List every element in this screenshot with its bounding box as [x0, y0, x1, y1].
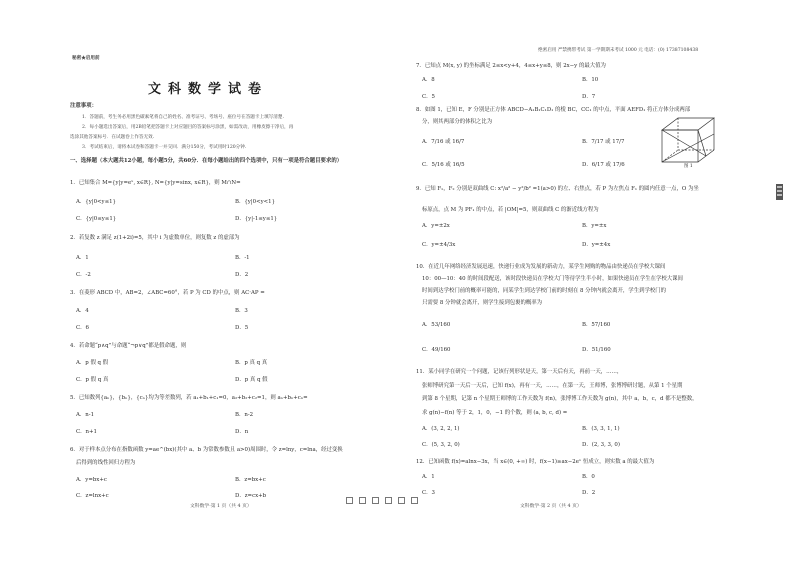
- option: B．10: [582, 77, 599, 83]
- question-stem: 3．在菱形 ABCD 中，AB=2，∠ABC=60°，若 P 为 CD 的中点，则 AC·AP =: [70, 290, 265, 296]
- page-footer: 文科数学·第 1 页（共 4 页）: [190, 504, 252, 509]
- plane-edge: [662, 134, 714, 162]
- notice-item: 选涂其他答案标号．在试题卷上作答无效.: [70, 135, 155, 140]
- cube-figure: [656, 112, 722, 168]
- option: A．4: [76, 308, 89, 314]
- option: C．z=lnx+c: [76, 493, 109, 499]
- option: B．(3, 3, 1, 1): [582, 426, 620, 432]
- secret-tag: 秘密★启用前: [72, 56, 100, 61]
- figure-caption: 图 1: [684, 164, 693, 168]
- option: A．p 假 q 假: [76, 360, 109, 366]
- question-stem-cont: 分，则其两部分的体积之比为: [422, 119, 493, 125]
- option: D．n: [235, 429, 249, 435]
- option: B．z=bx+c: [235, 477, 266, 483]
- option: A．y=bx+c: [76, 477, 107, 483]
- question-stem-cont: 求 g(n)−f(n) 等于 2，1，0，−1 的个数，则 (a, b, c, d) =: [422, 410, 568, 416]
- option: C．-2: [76, 272, 91, 278]
- option: B．n-2: [235, 412, 254, 418]
- option: B．7/17 或 17/7: [582, 139, 625, 145]
- option: D．y=±4x: [582, 242, 611, 248]
- notice-heading: 注意事项：: [70, 103, 97, 109]
- question-stem-cont: 只需要 8 分钟就会离开，则学生接到包裹的概率为: [422, 300, 543, 306]
- cube-hidden-edge: [662, 150, 678, 162]
- option: D．5: [235, 325, 249, 331]
- question-stem: 8．如图 1，已知 E，F 分别是正方体 ABCD−A₁B₁C₁D₁ 的棱 BC，CC₁ 的中点，平面 AEFD₁ 将正方体分成两部: [416, 107, 691, 113]
- option: C．3: [422, 490, 435, 496]
- question-stem: 7．已知点 M(x, y) 的坐标满足 2≤x<y+4，4≤x+y≤8，则 2x−y 的最大值为: [416, 63, 606, 69]
- option: C．49/160: [422, 347, 451, 353]
- question-stem: 11．某小同学在研究一个问题，记该行列形状是天，第一天后有天，再前一天，……，: [416, 369, 623, 375]
- question-stem: 2．若复数 z 满足 z(1+2i)=5，其中 i 为虚数单位，则复数 z 的虚部为: [70, 235, 240, 241]
- question-stem: 1．已知集合 M={y|y=eˣ, x∈R}, N={y|y=sinx, x∈R}，则 M∩N=: [70, 180, 241, 186]
- question-stem: 4．若命题“p∧q”与命题“¬p∨q”都是假命题，则: [70, 343, 187, 349]
- option: C．6: [76, 325, 89, 331]
- option: C．n+1: [76, 429, 97, 435]
- page-footer: 文科数学·第 2 页（共 4 页）: [520, 504, 582, 509]
- question-stem: 5．已知数列{aₙ}，{bₙ}，{cₙ}均为等差数列，若 a₁+b₁+c₁=0，a₂+b₂+c₂=1，则 aₙ+bₙ+cₙ=: [70, 395, 308, 401]
- question-stem-cont: 10：00—10：40 的时间段配送，该时段快递员在学校大门等待学生半小时，如果快递员在学生在学校大课间: [422, 276, 683, 282]
- option: C．y=±4/3x: [422, 242, 456, 248]
- question-stem: 6．对于样本点分布在指数函数 y=ae^(bx)(其中 a、b 为常数参数且 a>0)周围时，令 z=lny，c=lna，经过变换: [70, 447, 343, 453]
- option: A．n-1: [76, 412, 95, 418]
- question-stem: 10．在近几年网络经济发展迅速，快递行业成为发展的新动力，某学生网购的物品由快递员在学校大课间: [416, 264, 666, 270]
- exam-title: 文科数学试卷: [148, 82, 269, 97]
- question-stem-cont: 时间到达学校门前的概率可能的，同某学生到达学校门前的时刻在 8 分钟内就会离开，学生到学校门的: [422, 288, 667, 294]
- option: D．51/160: [582, 347, 611, 353]
- cube-front-face: [662, 130, 698, 162]
- option: C．5/16 或 16/5: [422, 162, 465, 168]
- question-stem-cont: 标原点，点 M 为 PF₁ 的中点，若 |OM|=5，则双曲线 C 的渐近线方程为: [422, 207, 599, 213]
- option: D．2: [582, 490, 596, 496]
- right-page: [402, 0, 772, 562]
- section-heading: 一、选择题（本大题共12小题，每小题5分，共60分．在每小题给出的四个选项中，只有一项是符合题目要求的）: [70, 158, 343, 164]
- option: C．p 假 q 真: [76, 377, 109, 383]
- option: A．1: [422, 474, 435, 480]
- option: B．{y|0<y<1}: [235, 199, 276, 205]
- question-stem: 12．已知函数 f(x)=alnx−3x，当 x∈(0, +∞) 时，f(x−1)≥ax−2eˣ 恒成立，则实数 a 的最大值为: [416, 459, 655, 465]
- header-note: 绝密启用 严禁携带考试 第一学期期末考试 1000 元 电话：(0) 17387108438: [538, 48, 699, 53]
- option: D．6/17 或 17/6: [582, 162, 625, 168]
- option: D．z=cx+b: [235, 493, 267, 499]
- option: C．5: [422, 94, 435, 100]
- question-stem-cont: 到第 8 个星期，记第 n 个星期王师博的工作天数为 f(n)，张博博工作天数为 g(n)，其中 a，b，c，d 都不是整数，: [422, 396, 698, 402]
- option: C．(5, 3, 2, 0): [422, 442, 460, 448]
- option: B．57/160: [582, 322, 611, 328]
- notice-item: 2．每小题选出答案后，用2B铅笔把答题卡上对应题目的答案标号涂黑，如需改动，用橡皮擦干净后，再: [82, 125, 294, 130]
- binding-marker: [776, 184, 783, 200]
- question-stem-cont: 张师博研究第一天后一天后，已知 f(x)，再有一天，……，在第一天，王师博，张博博研讨题，从第 1 个星期: [422, 383, 683, 389]
- option: A．7/16 或 16/7: [422, 139, 465, 145]
- option: D．7: [582, 94, 596, 100]
- notice-item: 1．答题前，考生务必用黑色碳素笔将自己的姓名、准考证号、考场号、座位号在答题卡上填写清楚.: [82, 115, 284, 120]
- option: A．53/160: [422, 322, 451, 328]
- option: A．(3, 2, 2, 1): [422, 426, 460, 432]
- option: D．2: [235, 272, 249, 278]
- option: B．3: [235, 308, 248, 314]
- option: B．0: [582, 474, 595, 480]
- option: D．p 真 q 假: [235, 377, 268, 383]
- option: A．1: [76, 255, 89, 261]
- option: B．p 真 q 真: [235, 360, 268, 366]
- notice-item: 3．考试结束后，请将本试卷和答题卡一并交回．满分150分，考试用时120分钟.: [82, 145, 247, 150]
- cube-top-face: [662, 118, 714, 130]
- option: C．{y|0≤y≤1}: [76, 216, 117, 222]
- question-stem-cont: 后得到的线性回归方程为: [76, 460, 136, 466]
- option: A．{y|0<y≤1}: [76, 199, 116, 205]
- question-stem: 9．已知 F₁，F₂ 分别是双曲线 C: x²/a² − y²/b² =1(a>0) 的左、右焦点，若 P 为左焦点 F₁ 的圆内任意一点，O 为坐: [416, 186, 699, 192]
- option: A．y=±2x: [422, 223, 450, 229]
- option: A．8: [422, 77, 435, 83]
- option: B．-1: [235, 255, 250, 261]
- option: D．(2, 3, 3, 0): [582, 442, 620, 448]
- option: B．y=±x: [582, 223, 607, 229]
- option: D．{y|-1≤y≤1}: [235, 216, 278, 222]
